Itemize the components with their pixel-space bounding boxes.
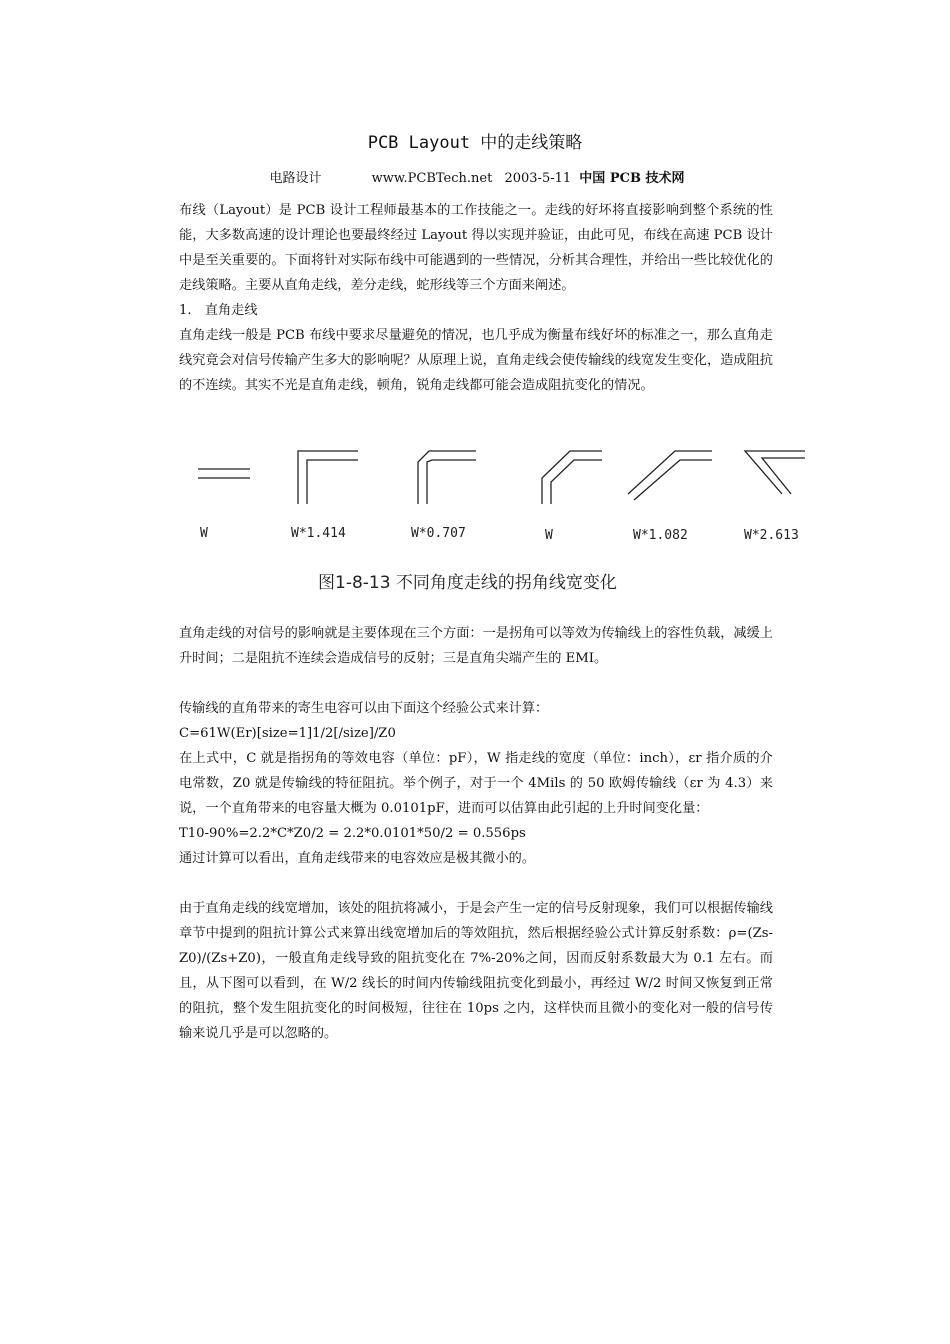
bend-45-trace-shape	[628, 451, 712, 500]
figure-label: W	[200, 526, 208, 541]
intro-block	[179, 198, 773, 398]
acute-angle-trace-shape	[745, 451, 805, 494]
chamfer-45-trace-shape	[542, 451, 602, 504]
meta-category: 电路设计	[269, 171, 322, 186]
meta-date: 2003-5-11	[504, 171, 572, 186]
figure-label: W*0.707	[411, 526, 466, 541]
trace-corner-figure	[190, 448, 810, 598]
reflection-paragraph: 由于直角走线的线宽增加，该处的阻抗将减小，于是会产生一定的信号反射现象，我们可以根据传输线章节中提到的阻抗计算公式来算出线宽增加后的等效阻抗，然后根据经验公式计算反射系数：ρ=(Zs-Z0)/(Zs+Z0)，一般直角走线导致的阻抗变化在 7%-20%之间，因而反射系数最大为 0.1 左右。而且，从下图可以看到，在 W/2 线长的时间内传输线阻抗变化到最小，再经过 W/2 时间又恢复到正常的阻抗，整个发生阻抗变化的时间极短，往往在 10ps 之内，这样快而且微小的变化对一般的信号传输来说几乎是可以忽略的。	[179, 901, 773, 1041]
inner-chamfer-trace-shape	[418, 451, 476, 504]
meta-site: www.PCBTech.net	[371, 171, 493, 186]
page-title: PCB Layout 中的走线策略	[367, 133, 583, 153]
section-heading: 1. 直角走线	[179, 303, 258, 318]
explain-paragraph: 在上式中，C 就是指拐角的等效电容（单位：pF），W 指走线的宽度（单位：inch），εr 指介质的介电常数，Z0 就是传输线的特征阻抗。举个例子，对于一个 4Mils 的 50 欧姆传输线（εr 为 4.3）来说，一个直角带来的电容量大概为 0.0101pF，进而可以估算由此引起的上升时间变化量：	[179, 751, 773, 816]
figure-label: W*2.613	[744, 528, 799, 543]
blank-line	[179, 871, 773, 896]
effects-paragraph: 直角走线的对信号的影响就是主要体现在三个方面：一是拐角可以等效为传输线上的容性负载，减缓上升时间；二是阻抗不连续会造成信号的反射；三是直角尖端产生的 EMI。	[179, 626, 773, 666]
meta-source: 中国 PCB 技术网	[579, 171, 685, 186]
article-meta	[0, 167, 950, 186]
section-paragraph: 直角走线一般是 PCB 布线中要求尽量避免的情况，也几乎成为衡量布线好坏的标准之一，那么直角走线究竟会对信号传输产生多大的影响呢？从原理上说，直角走线会使传输线的线宽发生变化，造成阻抗的不连续。其实不光是直角走线，顿角，锐角走线都可能会造成阻抗变化的情况。	[179, 328, 773, 393]
blank-line	[179, 671, 773, 696]
conclusion-paragraph: 通过计算可以看出，直角走线带来的电容效应是极其微小的。	[179, 851, 536, 866]
figure-caption: 图1-8-13 不同角度走线的拐角线宽变化	[318, 573, 617, 593]
straight-trace-shape	[198, 469, 250, 478]
formula: C=61W(Er)[size=1]1/2[/size]/Z0	[179, 726, 396, 741]
formula-2: T10-90%=2.2*C*Z0/2 = 2.2*0.0101*50/2 = 0.556ps	[179, 826, 526, 841]
main-text-block	[179, 621, 773, 1046]
intro-paragraph: 布线（Layout）是 PCB 设计工程师最基本的工作技能之一。走线的好坏将直接影响到整个系统的性能，大多数高速的设计理论也要最终经过 Layout 得以实现并验证，由此可见，布线在高速 PCB 设计中是至关重要的。下面将针对实际布线中可能遇到的一些情况，分析其合理性，并给出一些比较优化的走线策略。主要从直角走线，差分走线，蛇形线等三个方面来阐述。	[179, 203, 773, 293]
figure-label: W*1.414	[291, 526, 346, 541]
figure-label: W	[545, 528, 553, 543]
right-angle-trace-shape	[298, 451, 358, 504]
formula-intro: 传输线的直角带来的寄生电容可以由下面这个经验公式来计算：	[179, 701, 549, 716]
figure-label: W*1.082	[633, 528, 688, 543]
